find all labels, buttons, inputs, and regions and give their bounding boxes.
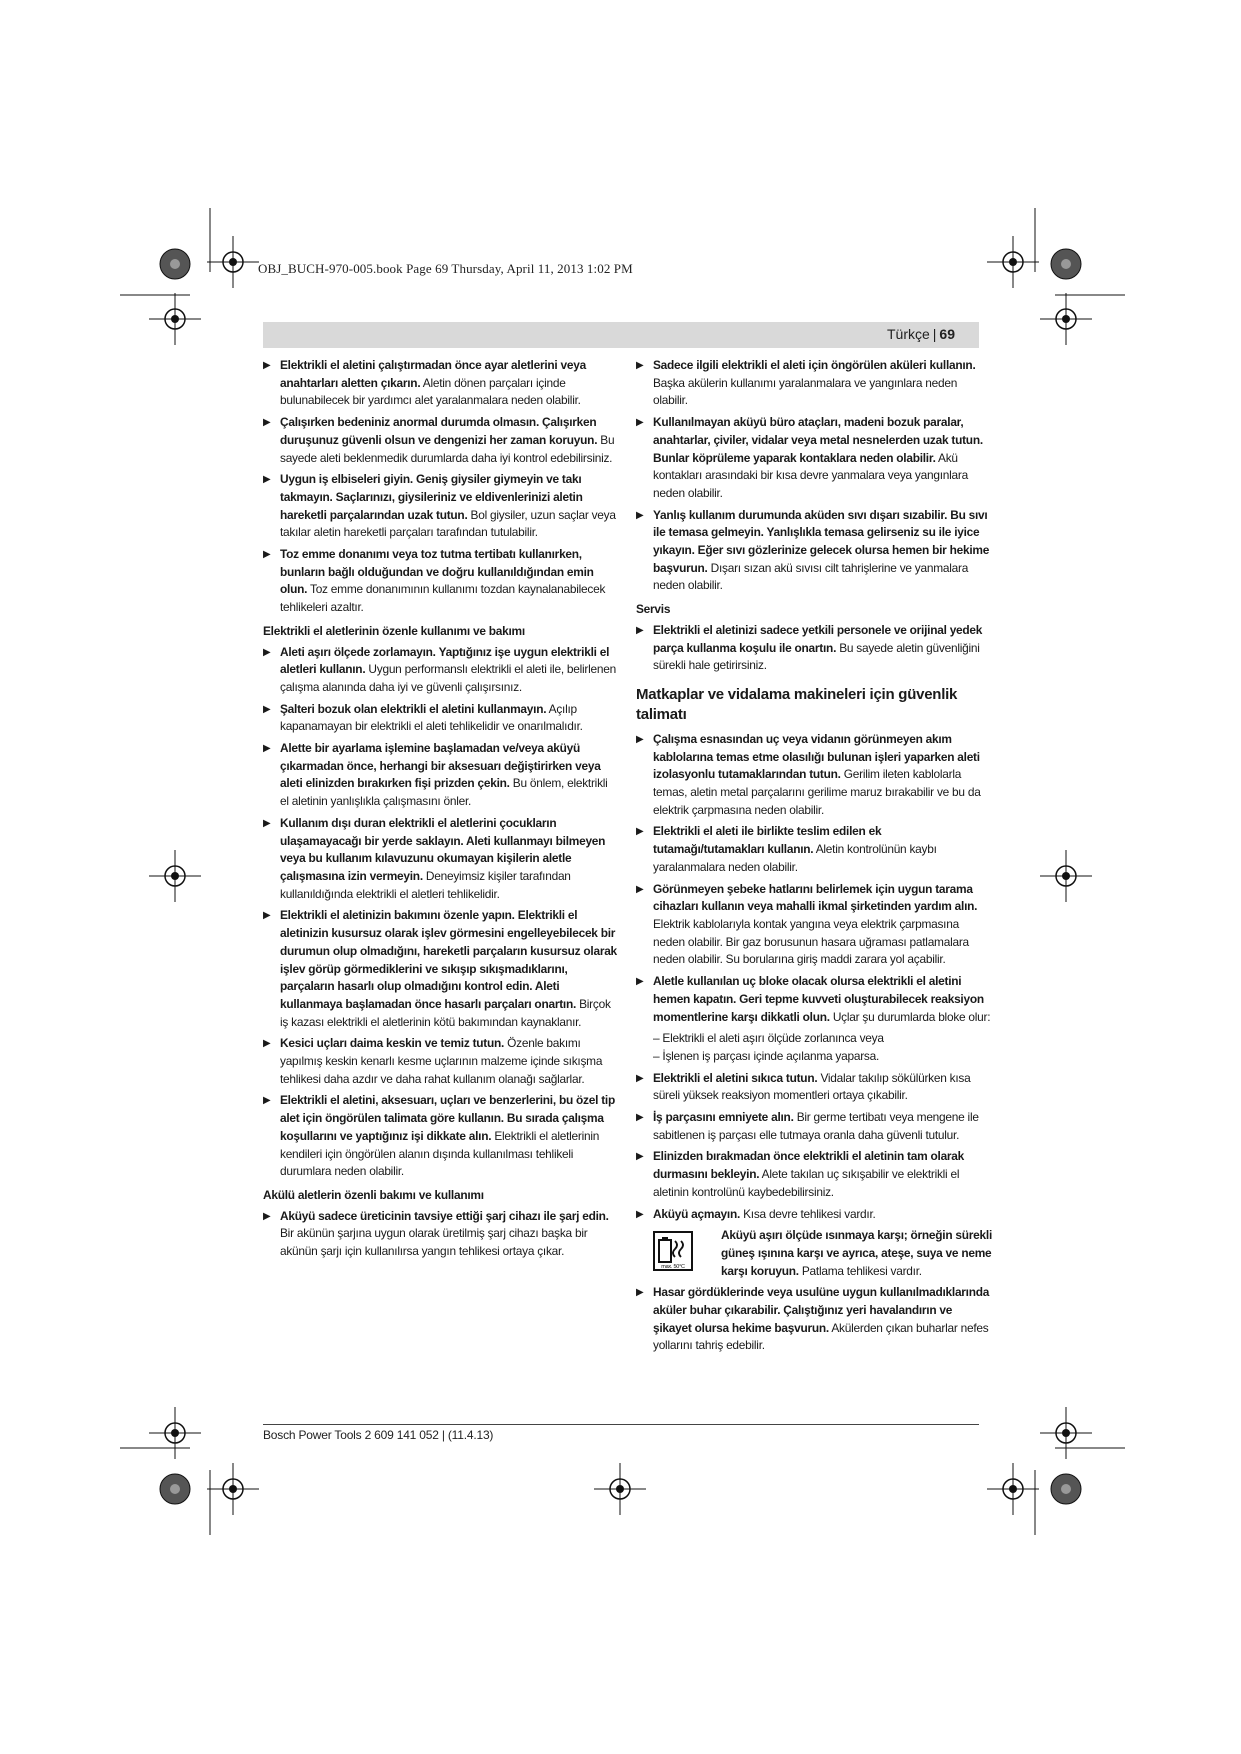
- item-text: Bu önlem, elektrikli el aletinin yanlışlıkla çalışmasını önler.: [280, 776, 608, 809]
- item-text: Elektrikli el aletlerinin kendileri için öngörülen alanın dışında kullanılması tehlikeli durumlara neden olabilir.: [280, 1128, 600, 1179]
- item-bold-text: Elinizden bırakmadan önce elektrikli el aletinin tam olarak durmasını bekleyin.: [653, 1149, 965, 1182]
- print-info-line: OBJ_BUCH-970-005.book Page 69 Thursday, April 11, 2013 1:02 PM: [258, 261, 633, 276]
- bullet-arrow-icon: ▶: [263, 1210, 271, 1222]
- item-text: Akü kontakları arasındaki bir kısa devre yanmalara veya yangınlara neden olabilir.: [653, 450, 968, 500]
- item-text: Gerilim ileten kablolarla temas, aletin metal parçalarını gerilime maruz bırakabilir ve bu da elektrik çarpmasına neden olabilir.: [653, 767, 981, 817]
- safety-list: [263, 357, 619, 617]
- item-text: Birçok iş kazası elektrikli el aletlerinin kötü bakımından kaynaklanır.: [280, 996, 611, 1029]
- safety-item: [263, 1035, 619, 1088]
- safety-item: [263, 907, 619, 1031]
- item-bold-text: Aletle kullanılan uç bloke olacak olursa elektrikli el aletini hemen kapatın. Geri tepme kuvveti oluşturabilecek reaksiyon momentlerine karşı dikkatli olun.: [653, 974, 984, 1024]
- safety-item: [636, 1070, 992, 1105]
- safety-item: [263, 1208, 619, 1261]
- item-text: Bol giysiler, uzun saçlar veya takılar aletin hareketli parçaları tarafından tutulabilir.: [280, 507, 616, 540]
- safety-item: [263, 471, 619, 542]
- bullet-arrow-icon: ▶: [263, 417, 271, 429]
- footer-text: Bosch Power Tools 2 609 141 052 | (11.4.13): [263, 1428, 494, 1442]
- dash-item: – Elektrikli el aleti aşırı ölçüde zorlanınca veya: [653, 1031, 884, 1046]
- item-bold-text: Kullanım dışı duran elektrikli el aletlerini çocukların ulaşamayacağı bir yerde saklayın. Aleti kullanmayı bilmeyen veya bu kullanım kılavuzunu okumayan kişilerin aletle çalışmasına izin vermeyin.: [280, 815, 606, 883]
- safety-item: [263, 1092, 619, 1181]
- registration-cross-icon: [1040, 293, 1092, 345]
- safety-item: [636, 622, 992, 675]
- safety-item: [263, 740, 619, 811]
- item-bold-text: Görünmeyen şebeke hatlarını belirlemek için uygun tarama cihazları kullanın veya mahalli ikmal şirketinden yardım alın.: [653, 881, 978, 914]
- safety-item: [636, 1148, 992, 1201]
- item-bold-text: Elektrikli el aletinizi sadece yetkili personele ve orijinal yedek parça kullanma koşulu ile onartın.: [653, 622, 983, 655]
- bullet-arrow-icon: ▶: [263, 474, 271, 486]
- safety-item: [636, 357, 992, 410]
- item-bold-text: Aküyü sadece üreticinin tavsiye ettiği şarj cihazı ile şarj edin.: [280, 1208, 609, 1223]
- registration-cross-icon: [987, 236, 1039, 288]
- registration-cross-icon: [207, 1463, 259, 1515]
- safety-item: [636, 823, 992, 876]
- bullet-arrow-icon: ▶: [263, 703, 271, 715]
- registration-cross-icon: [987, 1463, 1039, 1515]
- item-bold-text: Çalışırken bedeniniz anormal durumda olmasın. Çalışırken duruşunuz güvenli olsun ve dengenizi her zaman koruyun.: [280, 415, 598, 447]
- bullet-arrow-icon: ▶: [636, 976, 644, 988]
- safety-item: [263, 546, 619, 617]
- page-number: 69: [939, 326, 955, 342]
- safety-item: [636, 1109, 992, 1144]
- footer-rule: [263, 1424, 979, 1425]
- item-bold-text: Elektrikli el aleti ile birlikte teslim edilen ek tutamağı/tutamakları kullanın.: [653, 824, 882, 857]
- battery-heat-warning-icon: [653, 1231, 693, 1271]
- bullet-arrow-icon: ▶: [636, 883, 644, 895]
- item-bold-text: İş parçasını emniyete alın.: [653, 1110, 794, 1125]
- item-text: Alete takılan uç sıkışabilir ve elektrikli el aletinin kontrolünü kaybedebilirsiniz.: [653, 1167, 960, 1199]
- registration-cross-icon: [1040, 1407, 1092, 1459]
- item-bold-text: Çalışma esnasından uç veya vidanın görünmeyen akım kablolarına temas etme olasılığı bulunan işleri yaparken aleti izolasyonlu tutamaklarından tutun.: [653, 731, 980, 782]
- item-text: Başka akülerin kullanımı yaralanmalara ve yangınlara neden olabilir.: [653, 375, 958, 408]
- section-heading-drills: Matkaplar ve vidalama makineleri için güvenlik talimatı: [636, 685, 958, 723]
- item-text: Bir akünün şarjına uygun olarak üretilmiş şarj cihazı başka bir akünün şarjı için kullanılırsa yangın tehlikesi ortaya çıkar.: [280, 1226, 588, 1259]
- bullet-arrow-icon: ▶: [263, 910, 271, 922]
- bullet-arrow-icon: ▶: [636, 1072, 644, 1084]
- battery-heat-warning-item: [653, 1227, 992, 1280]
- left-column: [263, 357, 619, 1265]
- item-bold-text: Elektrikli el aletinizin bakımını özenle yapın. Elektrikli el aletinizin kusursuz olarak işlev görmesini engelleyebilecek bir durumun olup olmadığını, hareketli parçaların kusursuz olarak işlev görüp görmediklerini ve sıkışıp sıkışmadıklarını, parçaların hasarlı olup olmadığını kontrol edin. Aleti kullanmaya başlamadan önce hasarlı parçaları onartın.: [280, 908, 617, 1011]
- safety-item: [636, 731, 992, 820]
- crop-mark-top-left: [120, 208, 210, 295]
- right-column: [636, 357, 992, 1359]
- header-language: Türkçe: [886, 326, 930, 342]
- item-text: Aletin dönen parçaları içinde bulunabilecek bir yardımcı alet yaralanmalara neden olabilir.: [280, 375, 581, 408]
- item-bold-text: Yanlış kullanım durumunda aküden sıvı dışarı sızabilir. Bu sıvı ile temasa gelmeyin. Yanlışlıkla temasa gelirseniz su ile iyice yıkayın. Eğer sıvı gözlerinize gelecek olursa hemen bir hekime başvurun.: [653, 507, 990, 575]
- safety-list: [636, 1284, 992, 1355]
- bullet-arrow-icon: ▶: [636, 360, 644, 371]
- safety-list: [263, 1208, 619, 1261]
- registration-cross-icon: [594, 1463, 646, 1515]
- safety-list: [636, 1070, 992, 1224]
- bullet-arrow-icon: ▶: [636, 1287, 644, 1299]
- item-bold-text: Elektrikli el aletini sıkıca tutun.: [653, 1070, 818, 1085]
- registration-sunburst-icon: [160, 1474, 190, 1504]
- bullet-arrow-icon: ▶: [636, 417, 644, 429]
- registration-sunburst-icon: [160, 249, 190, 279]
- registration-cross-icon: [149, 1407, 201, 1459]
- item-bold-text: Uygun iş elbiseleri giyin. Geniş giysiler giymeyin ve takı takmayın. Saçlarınızı, giysileriniz ve eldivenlerinizi aletin hareketli parçalarından uzak tutun.: [280, 472, 583, 522]
- safety-item: [263, 414, 619, 467]
- page-header-bar: [263, 322, 979, 348]
- registration-cross-icon: [149, 293, 201, 345]
- item-text: Aletin kontrolünün kaybı yaralanmalara neden olabilir.: [653, 842, 937, 874]
- page-header-label: [887, 326, 955, 342]
- safety-item: [636, 973, 992, 1026]
- item-bold-text: Kullanılmayan aküyü büro ataçları, madeni bozuk paralar, anahtarlar, çiviler, vidalar veya metal nesnelerden uzak tutun. Bunlar köprüleme yaparak kontaklara neden olabilir.: [653, 415, 983, 465]
- item-bold-text: Toz emme donanımı veya toz tutma tertibatı kullanırken, bunların bağlı olduğundan ve doğru kullanıldığından emin olun.: [280, 547, 594, 597]
- battery-heat-icon-text: max. 50°C: [661, 1264, 685, 1271]
- item-bold-text: Aleti aşırı ölçede zorlamayın. Yaptığınız işe uygun elektrikli el aletleri kullanın.: [280, 644, 610, 677]
- safety-list: [263, 644, 619, 1181]
- registration-sunburst-icon: [1051, 249, 1081, 279]
- item-text: Deneyimsiz kişiler tarafından kullanıldığında elektrikli el aletleri tehlikelidir.: [280, 868, 571, 901]
- item-text: Özenle bakımı yapılmış keskin kenarlı kesme uçlarının malzeme içinde sıkışma tehlikesi daha azdır ve daha rahat kullanım olanağı sağlarlar.: [280, 1036, 603, 1086]
- item-text: Bir germe tertibatı veya mengene ile sabitlenen iş parçası elle tutmaya oranla daha güvenli tutulur.: [653, 1110, 979, 1142]
- bullet-arrow-icon: ▶: [636, 1112, 644, 1124]
- item-bold-text: Alette bir ayarlama işlemine başlamadan ve/veya aküyü çıkarmadan önce, herhangi bir aksesuarı değiştirirken veya aleti elinizden bırakırken fişi prizden çekin.: [280, 741, 601, 791]
- bullet-arrow-icon: ▶: [636, 826, 644, 838]
- item-text: Kısa devre tehlikesi vardır.: [740, 1206, 876, 1221]
- header-separator: |: [932, 326, 937, 342]
- registration-cross-icon: [149, 850, 201, 902]
- bullet-arrow-icon: ▶: [263, 1095, 271, 1107]
- safety-item: [636, 881, 992, 970]
- safety-item: [263, 815, 619, 904]
- safety-item: [636, 414, 992, 503]
- item-text: Patlama tehlikesi vardır.: [798, 1263, 922, 1278]
- item-text: Bu sayede aletin güvenliğini sürekli hale getirirsiniz.: [653, 640, 980, 673]
- bullet-arrow-icon: ▶: [263, 817, 271, 829]
- item-bold-text: Elektrikli el aletini, aksesuarı, uçları ve benzerlerini, bu özel tip alet için öngörülen talimata göre kullanın. Bu sırada çalışma koşullarını ve yaptığınız işi dikkate alın.: [280, 1093, 615, 1143]
- bullet-arrow-icon: ▶: [636, 733, 644, 745]
- safety-item: [636, 507, 992, 596]
- bullet-arrow-icon: ▶: [636, 1208, 644, 1220]
- item-bold-text: Kesici uçları daima keskin ve temiz tutun.: [280, 1036, 505, 1051]
- item-text: Vidalar takılıp sökülürken kısa süreli yüksek reaksiyon momentleri ortaya çıkabilir.: [653, 1070, 971, 1103]
- section-heading-care: Elektrikli el aletlerinin özenle kullanımı ve bakımı: [263, 623, 525, 638]
- crop-mark-top-right: [1035, 208, 1125, 295]
- bullet-arrow-icon: ▶: [636, 624, 644, 636]
- item-bold-text: Hasar gördüklerinde veya usulüne uygun kullanılmadıklarında aküler buhar çıkarabilir. Çalıştığınız yeri havalandırın ve şikayet olursa hekime başvurun.: [653, 1285, 990, 1335]
- registration-cross-icon: [207, 236, 259, 288]
- item-text: Bu sayede aleti beklenmedik durumlarda daha iyi kontrol edebilirsiniz.: [280, 432, 615, 465]
- item-text: Uygun performanslı elektrikli el aleti ile, belirlenen çalışma alanında daha iyi ve güvenli çalışırsınız.: [280, 662, 616, 694]
- section-heading-battery: Akülü aletlerin özenli bakımı ve kullanımı: [263, 1187, 484, 1202]
- safety-list: [636, 357, 992, 595]
- item-text: Akülerden çıkan buharlar nefes yollarını tahriş edebilir.: [653, 1320, 989, 1353]
- item-bold-text: Aküyü açmayın.: [653, 1206, 741, 1221]
- bullet-arrow-icon: ▶: [263, 646, 271, 658]
- item-text: Uçlar şu durumlarda bloke olur:: [829, 1009, 991, 1024]
- safety-item: [263, 644, 619, 697]
- dash-item: – İşlenen iş parçası içinde açılanma yaparsa.: [653, 1048, 880, 1063]
- bullet-arrow-icon: ▶: [263, 360, 271, 371]
- bullet-arrow-icon: ▶: [263, 549, 271, 561]
- item-bold-text: Sadece ilgili elektrikli el aleti için öngörülen aküleri kullanın.: [653, 358, 976, 372]
- bullet-arrow-icon: ▶: [263, 743, 271, 755]
- bullet-arrow-icon: ▶: [263, 1038, 271, 1050]
- registration-cross-icon: [1040, 850, 1092, 902]
- item-bold-text: Şalteri bozuk olan elektrikli el aletini kullanmayın.: [280, 701, 547, 716]
- section-heading-service: Servis: [636, 602, 671, 617]
- item-bold-text: Aküyü aşırı ölçüde ısınmaya karşı; örneğin sürekli güneş ışınına karşı ve ayrıca, ateşe, suya ve neme karşı koruyun.: [721, 1228, 993, 1278]
- safety-list: [636, 731, 992, 1026]
- registration-sunburst-icon: [1051, 1474, 1081, 1504]
- safety-item: [636, 1284, 992, 1355]
- safety-item: [263, 701, 619, 736]
- safety-item: [636, 1206, 992, 1224]
- item-text: Açılıp kapanamayan bir elektrikli el aleti tehlikelidir ve onarılmalıdır.: [280, 701, 583, 734]
- bullet-arrow-icon: ▶: [636, 509, 644, 521]
- item-bold-text: Elektrikli el aletini çalıştırmadan önce ayar aletlerini veya anahtarları aletten çıkarın.: [280, 358, 586, 390]
- item-text: Dışarı sızan akü sıvısı cilt tahrişlerine ve yanmalara neden olabilir.: [653, 560, 969, 593]
- safety-item: [263, 357, 619, 410]
- safety-list: [636, 622, 992, 675]
- item-text: Elektrik kablolarıyla kontak yangına veya elektrik çarpmasına neden olabilir. Bir gaz borusunun hasara uğraması patlamalara neden olabilir. Su borularına giriş maddi zarara yol açabilir.: [653, 916, 969, 967]
- item-text: Toz emme donanımının kullanımı tozdan kaynalanabilecek tehlikeleri azaltır.: [280, 582, 606, 615]
- bullet-arrow-icon: ▶: [636, 1151, 644, 1163]
